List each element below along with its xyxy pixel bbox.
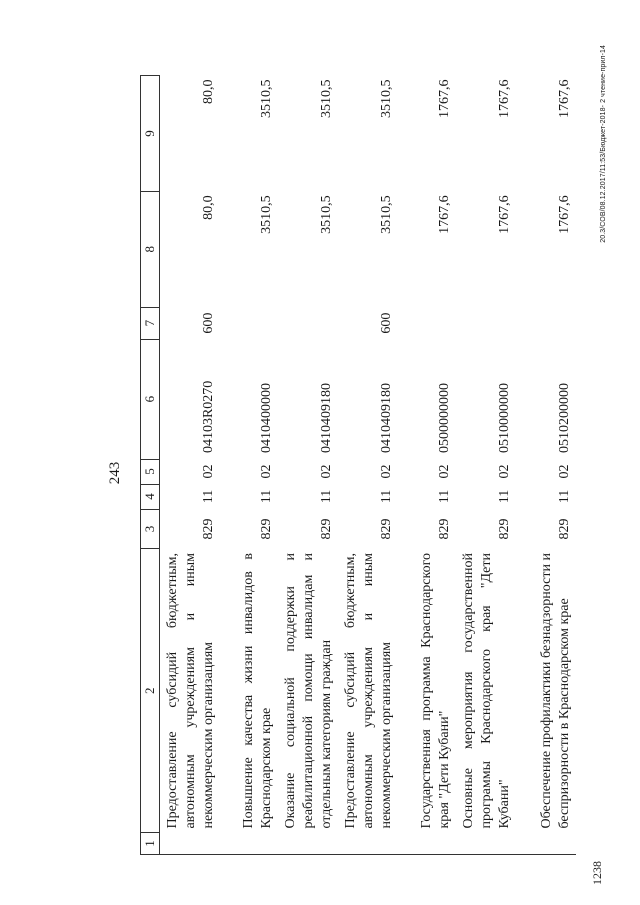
row-number-cell [398, 833, 456, 855]
row-number-cell [516, 833, 576, 855]
row-number-cell [220, 833, 278, 855]
amount-cell: 3510,5 [258, 195, 274, 234]
section-code: 11 [556, 489, 572, 504]
subsection-code: 02 [378, 464, 394, 479]
ministry-code: 829 [258, 518, 274, 540]
budget-table [140, 75, 576, 855]
amount-cell: 3510,5 [318, 79, 334, 118]
amount-cell: 1767,6 [436, 79, 452, 118]
row-number-cell [278, 833, 338, 855]
row-number-cell [338, 833, 398, 855]
column-header: 8 [141, 191, 160, 307]
column-header: 5 [141, 459, 160, 484]
expense-type-code [220, 307, 278, 339]
row-description: Основные мероприятия государственной программы Краснодарского края "Дети Кубани" [460, 552, 512, 829]
table-row [516, 76, 576, 855]
expense-type-code: 600 [200, 312, 216, 334]
ministry-code: 829 [200, 518, 216, 540]
table-row [398, 76, 456, 855]
row-description: Повышение качества жизни инвалидов в Краснодарском крае [240, 552, 274, 829]
page-number: 243 [107, 461, 123, 485]
row-description: Предоставление субсидий бюджетным, автономным учреждениям и иным некоммерческим организациям [342, 552, 394, 829]
expense-type-code [516, 307, 576, 339]
column-header: 9 [141, 76, 160, 192]
amount-cell: 1767,6 [556, 79, 572, 118]
amount-cell: 3510,5 [318, 195, 334, 234]
target-article-code: 0500000000 [436, 383, 452, 454]
table-row [338, 76, 398, 855]
rotated-page [80, 45, 620, 885]
subsection-code: 02 [318, 464, 334, 479]
subsection-code: 02 [200, 464, 216, 479]
ministry-code: 829 [556, 518, 572, 540]
ministry-code: 829 [378, 518, 394, 540]
section-code: 11 [318, 489, 334, 504]
target-article-code: 0410400000 [258, 383, 274, 454]
table-row [456, 76, 516, 855]
amount-cell: 1767,6 [436, 195, 452, 234]
target-article-code: 04103R0270 [200, 380, 216, 454]
target-article-code: 0510200000 [556, 383, 572, 454]
subsection-code: 02 [496, 464, 512, 479]
row-number-cell [456, 833, 516, 855]
row-description: Предоставление субсидий бюджетным, автономным учреждениям и иным некоммерческим организациям [164, 552, 216, 829]
expense-type-code [456, 307, 516, 339]
table-row [220, 76, 278, 855]
subsection-code: 02 [258, 464, 274, 479]
subsection-code: 02 [436, 464, 452, 479]
expense-type-code [278, 307, 338, 339]
column-header: 6 [141, 339, 160, 459]
ministry-code: 829 [496, 518, 512, 540]
target-article-code: 0410409180 [318, 383, 334, 454]
expense-type-code [398, 307, 456, 339]
column-header: 1 [141, 833, 160, 855]
row-description: Обеспечение профилактики безнадзорности и беспризорности в Краснодарском крае [538, 552, 572, 829]
subsection-code: 02 [556, 464, 572, 479]
expense-type-code: 600 [378, 312, 394, 334]
section-code: 11 [378, 489, 394, 504]
section-code: 11 [496, 489, 512, 504]
section-code: 11 [200, 489, 216, 504]
row-number-cell [160, 833, 220, 855]
amount-cell: 3510,5 [378, 79, 394, 118]
ministry-code: 829 [318, 518, 334, 540]
column-header: 2 [141, 549, 160, 833]
amount-cell: 3510,5 [258, 79, 274, 118]
sheet-number: 1238 [590, 861, 604, 885]
file-reference: 20.3/СОВ/08.12.2017/11:53/Бюджет-2018- 2 чтение-прил-14 [600, 45, 607, 243]
amount-cell: 3510,5 [378, 195, 394, 234]
target-article-code: 0410409180 [378, 383, 394, 454]
header-row [141, 76, 160, 855]
amount-cell: 80,0 [200, 79, 216, 104]
amount-cell: 1767,6 [496, 195, 512, 234]
amount-cell: 80,0 [200, 195, 216, 220]
section-code: 11 [436, 489, 452, 504]
column-header: 4 [141, 484, 160, 509]
row-description: Оказание социальной поддержки и реабилитационной помощи инвалидам и отдельным категориям граждан [282, 552, 334, 829]
amount-cell: 1767,6 [556, 195, 572, 234]
table-row [278, 76, 338, 855]
row-description: Государственная программа Краснодарского края "Дети Кубани" [418, 552, 452, 829]
column-header: 3 [141, 509, 160, 549]
amount-cell: 1767,6 [496, 79, 512, 118]
ministry-code: 829 [436, 518, 452, 540]
table-row [160, 76, 220, 855]
section-code: 11 [258, 489, 274, 504]
target-article-code: 0510000000 [496, 383, 512, 454]
column-header: 7 [141, 307, 160, 339]
